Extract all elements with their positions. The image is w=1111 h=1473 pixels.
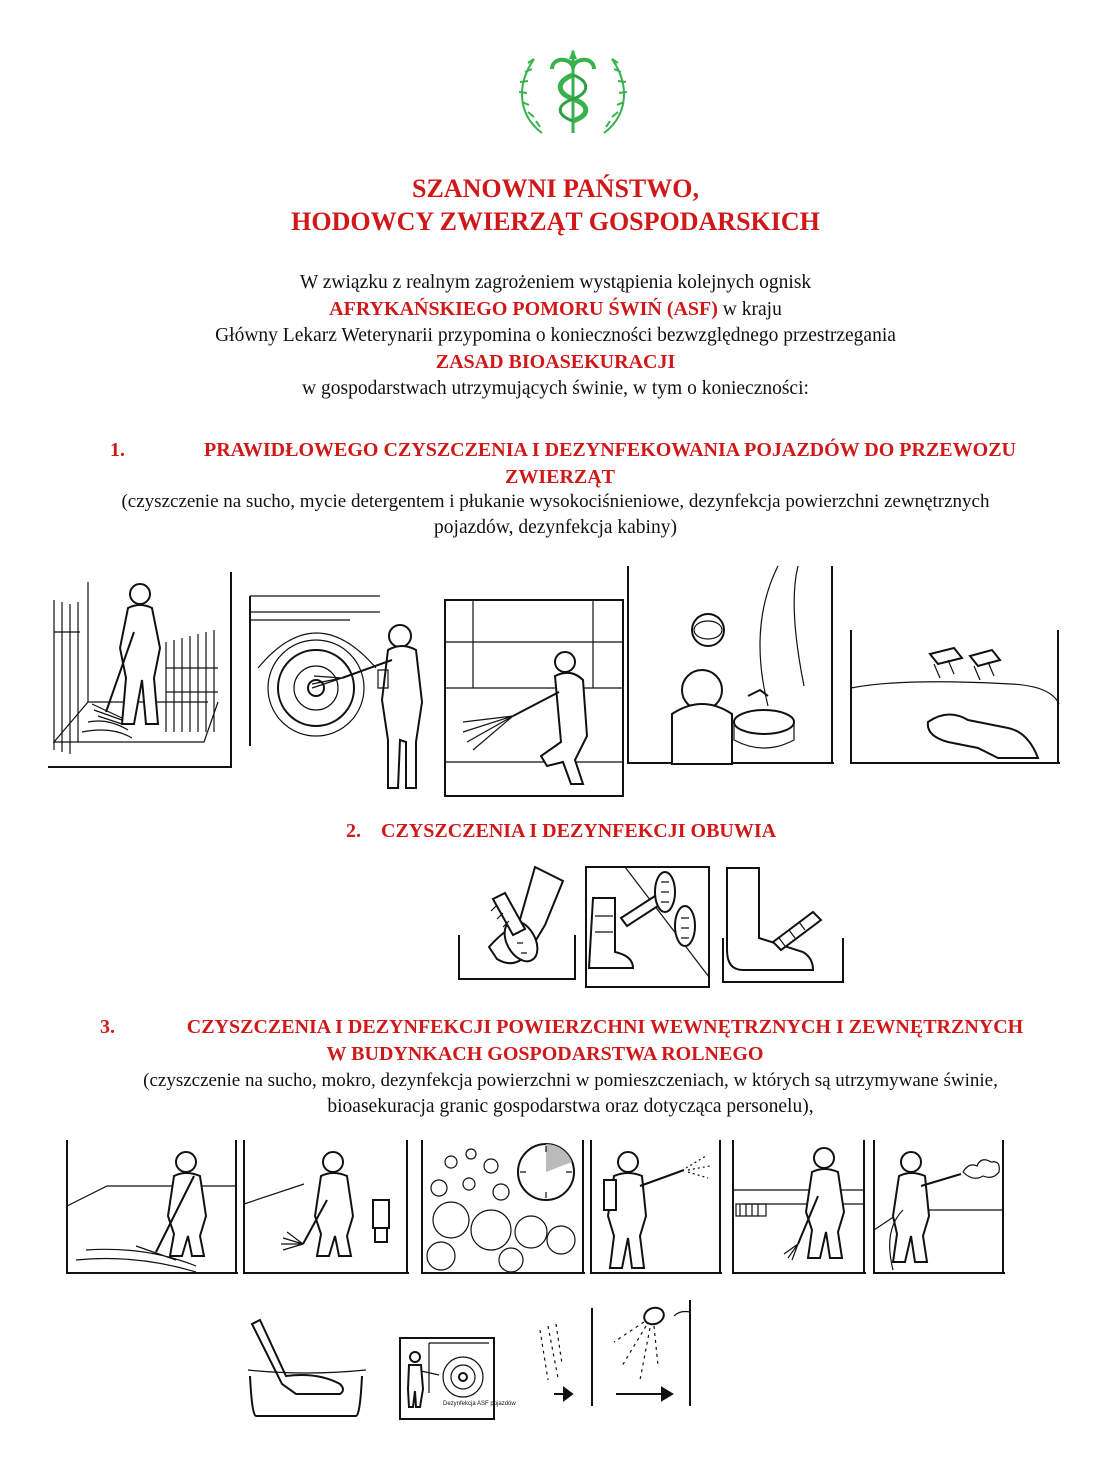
intro-line-4: ZASAD BIOASEKURACJI: [435, 351, 676, 373]
spraying-disinfectant-room-illustration: [590, 1140, 722, 1274]
wiping-cabin-surfaces-illustration: [850, 630, 1060, 764]
footbath-tray-illustration: [248, 1318, 366, 1418]
disinfecting-cabin-illustration: [628, 566, 834, 764]
section-2-title: CZYSZCZENIA I DEZYNFEKCJI OBUWIA: [381, 820, 777, 842]
pressure-washing-wheel-illustration: [250, 596, 435, 788]
section-2-number: 2.: [346, 820, 361, 842]
intro-text: [0, 270, 1111, 402]
foam-and-timer-illustration: [421, 1140, 585, 1274]
title-line-2: HODOWCY ZWIERZĄT GOSPODARSKICH: [291, 207, 820, 236]
vehicle-disinfection-sign-illustration: [399, 1337, 516, 1420]
section-3-description: [0, 1068, 1111, 1120]
boot-in-disinfection-tray-illustration: [713, 866, 855, 984]
page-title: [0, 172, 1111, 238]
veterinary-emblem-icon: [512, 45, 634, 145]
section-3-title: [130, 1014, 1080, 1068]
section-3-number: 3.: [100, 1016, 115, 1038]
section-1-desc-line-1: (czyszczenie na sucho, mycie detergentem i płukanie wysokociśnieniowe, dezynfekcja powierzchni zewnętrznych: [121, 491, 990, 512]
intro-line-2: [0, 296, 1111, 323]
exterior-pressure-washing-illustration: [873, 1140, 1005, 1274]
mini-sign-label: Dezynfekcja ASF pojazdów: [443, 1401, 516, 1407]
intro-line-3: Główny Lekarz Weterynarii przypomina o konieczności bezwzględnego przestrzegania: [215, 325, 896, 346]
spraying-vehicle-interior-illustration: [443, 592, 628, 798]
shower-before-entry-illustration: [534, 1300, 696, 1406]
boots-and-brush-illustration: [585, 866, 710, 988]
section-1-description: [0, 489, 1111, 541]
section-1-desc-line-2: pojazdów, dezynfekcja kabiny): [434, 517, 677, 538]
section-1-title-line-1: PRAWIDŁOWEGO CZYSZCZENIA I DEZYNFEKOWANIA POJAZDÓW DO PRZEWOZU: [204, 439, 1016, 461]
brushing-boot-sole-illustration: [455, 865, 583, 985]
intro-line-5: w gospodarstwach utrzymujących świnie, w tym o konieczności:: [302, 378, 809, 399]
section-1-title: [140, 437, 1080, 491]
section-3-title-line-1: CZYSZCZENIA I DEZYNFEKCJI POWIERZCHNI WEWNĘTRZNYCH I ZEWNĘTRZNYCH: [186, 1016, 1024, 1038]
sweeping-room-floor-illustration: [66, 1140, 238, 1274]
section-3-desc-line-1: (czyszczenie na sucho, mokro, dezynfekcja powierzchni w pomieszczeniach, w których są utrzymywane świnie,: [143, 1070, 998, 1091]
section-2-heading: [346, 818, 776, 845]
section-3-title-line-2: W BUDYNKACH GOSPODARSTWA ROLNEGO: [326, 1043, 764, 1065]
asf-highlight: AFRYKAŃSKIEGO POMORU ŚWIŃ (ASF): [329, 298, 718, 320]
intro-line-2-rest: w kraju: [717, 299, 782, 320]
section-3-desc-line-2: bioasekuracja granic gospodarstwa oraz dotycząca personelu),: [327, 1096, 814, 1117]
section-1-number: 1.: [110, 439, 125, 461]
intro-line-1: W związku z realnym zagrożeniem wystąpienia kolejnych ognisk: [299, 272, 812, 293]
section-1-title-line-2: ZWIERZĄT: [504, 466, 616, 488]
sweeping-vehicle-floor-illustration: [48, 572, 232, 768]
disinfecting-drainage-illustration: [732, 1140, 866, 1274]
title-line-1: SZANOWNI PAŃSTWO,: [411, 174, 699, 203]
wet-cleaning-room-illustration: [243, 1140, 409, 1274]
